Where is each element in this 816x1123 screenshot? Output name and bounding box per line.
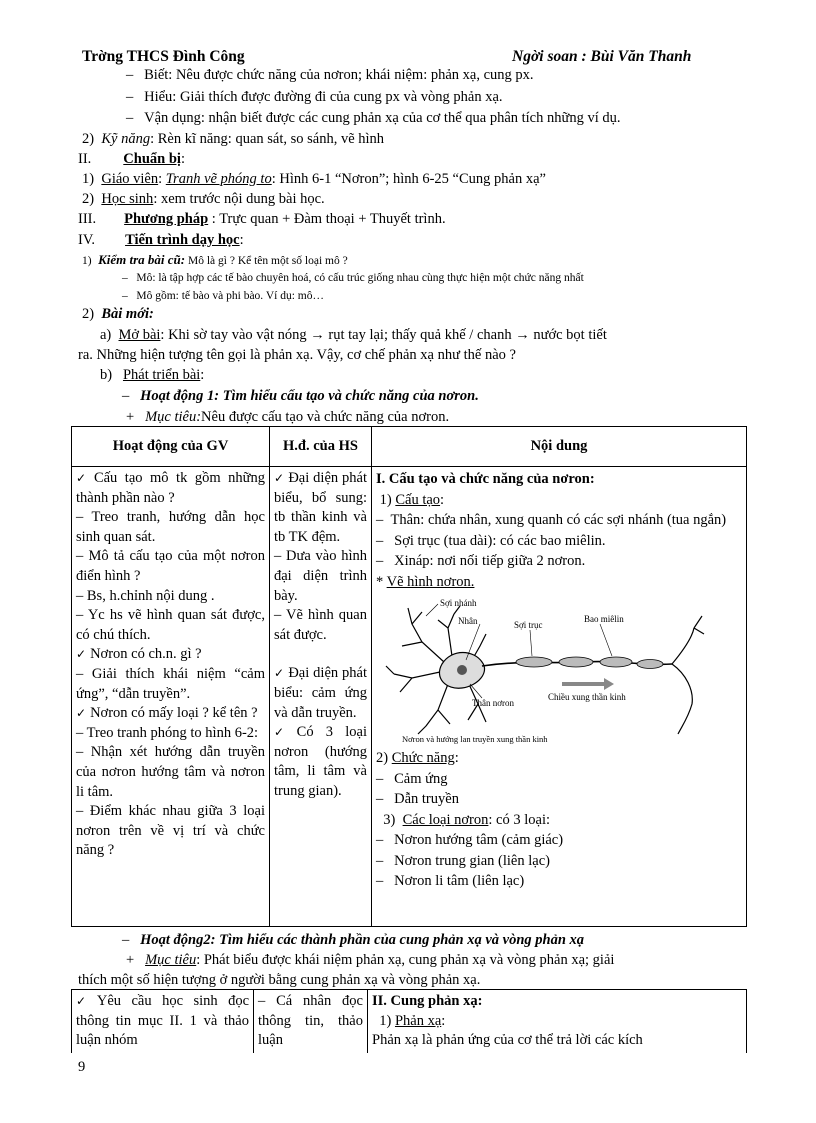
- content-heading: I. Cấu tạo và chức năng của nơron:: [376, 471, 595, 487]
- reflex-heading: II. Cung phản xạ:: [372, 993, 483, 1009]
- reflex-content: [368, 990, 747, 1053]
- type-item: – Nơron hướng tâm (cảm giác): [376, 832, 564, 848]
- reflex-definition: Phản xạ là phản ứng của cơ thể trả lời các kích: [372, 1032, 643, 1049]
- neuron-diagram: [382, 594, 722, 744]
- check-answer-1: – Mô: là tập hợp các tế bào chuyên hoá, có cấu trúc giống nhau cùng thực hiện một chức năng nhất: [122, 272, 584, 284]
- activity2-goal: + Mục tiêu: Phát biểu được khái niệm phản xạ, cung phản xạ và vòng phản xạ; giải: [126, 952, 615, 968]
- develop-heading: b) Phát triển bài:: [100, 367, 205, 383]
- section-prep: II. Chuẩn bị:: [78, 151, 185, 167]
- types-heading: 3) Các loại nơron: có 3 loại:: [383, 811, 551, 828]
- gv-item: ✓ Cấu tạo mô tk gồm những thành phần nào ?: [76, 469, 265, 508]
- teacher-activities: [72, 467, 270, 927]
- school-name: Trờng THCS Đình Công: [82, 48, 245, 65]
- new-lesson: 2) Bài mới:: [82, 306, 154, 322]
- table-row: [72, 990, 747, 1053]
- gv-item: ✓ Nơron có ch.n. gì ?: [76, 645, 265, 665]
- function-item: – Dẫn truyền: [376, 791, 459, 807]
- header-teacher: Hoạt động của GV: [72, 427, 270, 467]
- activity2-title: – Hoạt động2: Tìm hiểu các thành phần của cung phản xạ và vòng phản xạ: [122, 932, 585, 948]
- page-number: 9: [78, 1059, 86, 1075]
- header-student: H.đ. của HS: [270, 427, 372, 467]
- goal-apply: – Vận dụng: nhận biết được các cung phản xạ của cơ thể qua phân tích những ví dụ.: [126, 110, 621, 126]
- hs-item: ✓ Có 3 loại nơron (hướng tâm, li tâm và trung gian).: [274, 723, 367, 801]
- activity2-table: [71, 989, 747, 1053]
- intro-line-2: ra. Những hiện tượng tên gọi là phản xạ. Vậy, cơ chế phản xạ như thế nào ?: [78, 347, 516, 363]
- structure-item: – Xináp: nơi nối tiếp giữa 2 nơron.: [376, 553, 586, 569]
- teacher-activity: ✓ Yêu cầu học sinh đọc thông tin mục II. 1 và thảo luận nhóm: [72, 990, 254, 1053]
- student-activities: [270, 467, 372, 927]
- section-method: III. Phương pháp : Trực quan + Đàm thoại + Thuyết trình.: [78, 211, 446, 227]
- gv-item: ✓ Nơron có mấy loại ? kể tên ?: [76, 704, 265, 724]
- hs-item: ✓ Đại diện phát biểu, bổ sung: tb thần kinh và tb TK đệm.: [274, 469, 367, 547]
- gv-item: – Bs, h.chỉnh nội dung .: [76, 587, 215, 604]
- student-activity: – Cá nhân đọc thông tin, thảo luận: [254, 990, 368, 1053]
- activity1-goal: + Mục tiêu:Nêu được cấu tạo và chức năng của nơron.: [126, 409, 450, 425]
- label-cell-body: Thân nơron: [472, 698, 514, 708]
- author-name: Ngời soan : Bùi Văn Thanh: [512, 48, 692, 65]
- activity2-goal-cont: thích một số hiện tượng ở người bằng cung phản xạ và vòng phản xạ.: [78, 972, 481, 988]
- header-content: Nội dung: [372, 427, 747, 467]
- function-heading: 2) Chức năng:: [376, 750, 459, 766]
- goal-understand: – Hiểu: Giải thích được đường đi của cung px và vòng phản xạ.: [126, 89, 503, 105]
- label-nucleus: Nhân: [458, 616, 478, 626]
- structure-item: – Thân: chứa nhân, xung quanh có các sợi nhánh (tua ngắn): [376, 512, 727, 528]
- figure-caption: Nơron và hướng lan truyền xung thần kinh: [402, 734, 548, 744]
- hs-item: ✓ Đại diện phát biểu: cảm ứng và dẫn truyền.: [274, 664, 367, 723]
- gv-item: – Điểm khác nhau giữa 3 loại nơron trên về vị trí và chức năng ?: [76, 803, 265, 859]
- structure-item: – Sợi trục (tua dài): có các bao miêlin.: [376, 532, 606, 549]
- hs-item: – Vẽ hình quan sát được.: [274, 607, 367, 643]
- type-item: – Nơron trung gian (liên lạc): [376, 852, 550, 869]
- table-row: [72, 467, 747, 927]
- goal-know: – Biết: Nêu được chức năng của nơron; khái niệm: phản xạ, cung px.: [126, 67, 534, 83]
- label-myelin: Bao miêlin: [584, 614, 624, 624]
- gv-item: – Treo tranh, hướng dẫn học sinh quan sát.: [76, 509, 265, 545]
- function-item: – Cảm ứng: [376, 770, 448, 787]
- label-dendrite: Sợi nhánh: [440, 598, 477, 608]
- label-axon: Sợi trục: [514, 620, 543, 630]
- reflex-subheading: 1) Phản xạ:: [379, 1012, 446, 1029]
- gv-item: – Giải thích khái niệm “cảm ứng”, “dẫn truyền”.: [76, 665, 265, 702]
- label-direction: Chiều xung thần kinh: [548, 692, 626, 702]
- draw-instruction: * Vẽ hình nơron.: [376, 573, 475, 590]
- skills-line: 2) Kỹ năng: Rèn kĩ năng: quan sát, so sánh, vẽ hình: [82, 131, 385, 147]
- structure-heading: 1) Cấu tạo:: [379, 491, 445, 508]
- hs-item: – Dưa vào hình đại diện trình bày.: [274, 548, 367, 604]
- type-item: – Nơron li tâm (liên lạc): [376, 873, 525, 889]
- gv-item: – Treo tranh phóng to hình 6-2:: [76, 724, 259, 741]
- table-header-row: [72, 427, 747, 467]
- prep-teacher: 1) Giáo viên: Tranh vẽ phóng to: Hình 6-1 “Nơron”; hình 6-25 “Cung phản xạ”: [82, 171, 546, 187]
- check-old-lesson: 1) Kiểm tra bài cũ: Mô là gì ? Kể tên một số loại mô ?: [82, 252, 348, 267]
- lesson-content: [372, 467, 747, 927]
- check-answer-2: – Mô gồm: tế bào và phi bào. Ví dụ: mô…: [122, 290, 324, 302]
- intro-line-1: a) Mở bài: Khi sờ tay vào vật nóng → rụt tay lại; thấy quả khế / chanh → nước bọt tiết: [100, 327, 607, 343]
- gv-item: – Yc hs vẽ hình quan sát được, có chú thích.: [76, 607, 265, 643]
- section-process: IV. Tiến trình dạy học:: [78, 232, 244, 248]
- neuron-figure: [382, 594, 722, 744]
- gv-item: – Mô tả cấu tạo của một nơron điển hình ?: [76, 548, 265, 584]
- activity1-title: – Hoạt động 1: Tìm hiểu cấu tạo và chức năng của nơron.: [122, 388, 479, 404]
- activity1-table: [71, 426, 747, 927]
- gv-item: – Nhận xét hướng dẫn truyền của nơron hướng tâm và nơron li tâm.: [76, 744, 265, 800]
- prep-student: 2) Học sinh: xem trước nội dung bài học.: [82, 191, 325, 207]
